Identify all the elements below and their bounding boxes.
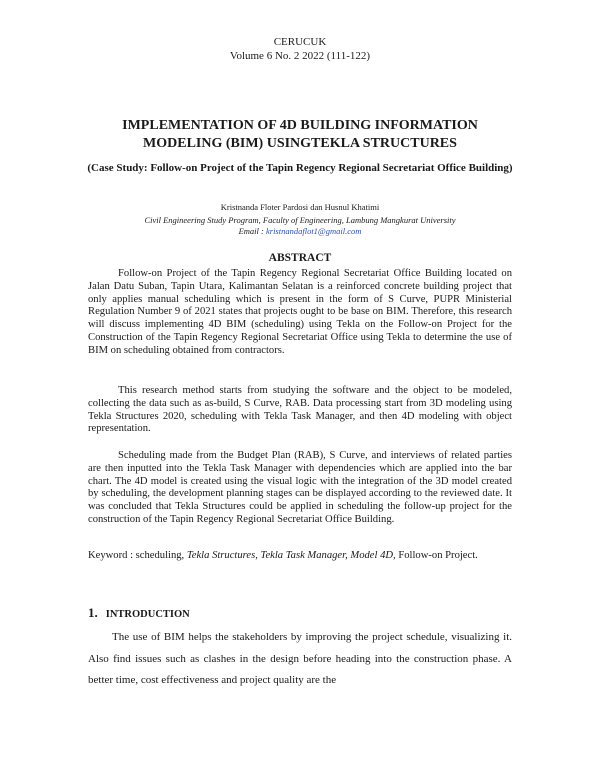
abstract-paragraph-1: Follow-on Project of the Tapin Regency Regional Secretariat Office Building located on Jalan Datu Suban, Tapin Utara, Kalimantan Selatan is a reinforced concrete building project that only applies manual scheduling which is present in the form of S Curve, PUPR Ministerial Regulation Number 9 of 2021 states that projects ought to be base on BIM. Therefore, this research will discuss implementing 4D BIM (scheduling) using Tekla on the Follow-on Project for the Construction of the Tapin Regency Regional Secretariat Office using Tekla to determine the use of BIM on scheduling obtained from contractors. [88, 268, 512, 356]
author-email-line [0, 226, 600, 237]
email-label: Email : [238, 226, 266, 236]
email-link[interactable]: kristnandaflot1@gmail.com [265, 226, 362, 236]
keyword-italic-terms: Tekla Structures, Tekla Task Manager, Model 4D, [186, 550, 396, 561]
paper-title [0, 117, 600, 153]
author-names: Kristnanda Floter Pardosi dan Husnul Khatimi [220, 202, 380, 212]
author-affiliation: Civil Engineering Study Program, Faculty of Engineering, Lambung Mangkurat University [144, 215, 456, 225]
abstract-paragraph-3: Scheduling made from the Budget Plan (RAB), S Curve, and interviews of related parties are then inputted into the Tekla Task Manager with dependencies which are applied into the bar chart. The 4D model is created using the visual logic with the integration of the 3D model created by scheduling, the development planning stages can be displayed according to the reviewed date. It was concluded that Tekla Structures could be applied in scheduling the follow-up project for the construction of the Tapin Regency Regional Secretariat Office Building. [88, 450, 512, 525]
section-heading-introduction [88, 606, 190, 622]
keyword-rest: Follow-on Project. [395, 550, 478, 561]
section-number: 1. [88, 605, 98, 620]
journal-name: CERUCUK [273, 36, 327, 48]
keywords [88, 549, 512, 562]
introduction-paragraph: The use of BIM helps the stakeholders by improving the project schedule, visualizing it. Also find issues such as clashes in the design before heading into the construction phase. A better time, cost effectiveness and project quality are the [88, 631, 512, 686]
paper-subtitle: (Case Study: Follow-on Project of the Tapin Regency Regional Secretariat Office Building) [87, 162, 513, 174]
abstract-paragraph-2: This research method starts from studying the software and the object to be modeled, collecting the data such as as-build, S Curve, RAB. Data processing start from 3D modeling using Tekla Structures 2020, scheduling with Tekla Task Manager, and then 4D modeling with object representation. [88, 385, 512, 435]
abstract-heading: ABSTRACT [268, 252, 332, 264]
paper-title-line-1: IMPLEMENTATION OF 4D BUILDING INFORMATION [122, 118, 478, 133]
paper-title-line-2: MODELING (BIM) USINGTEKLA STRUCTURES [143, 136, 457, 151]
section-title: INTRODUCTION [105, 609, 190, 620]
keyword-label: Keyword : scheduling, [88, 550, 187, 561]
journal-volume: Volume 6 No. 2 2022 (111-122) [229, 50, 371, 62]
